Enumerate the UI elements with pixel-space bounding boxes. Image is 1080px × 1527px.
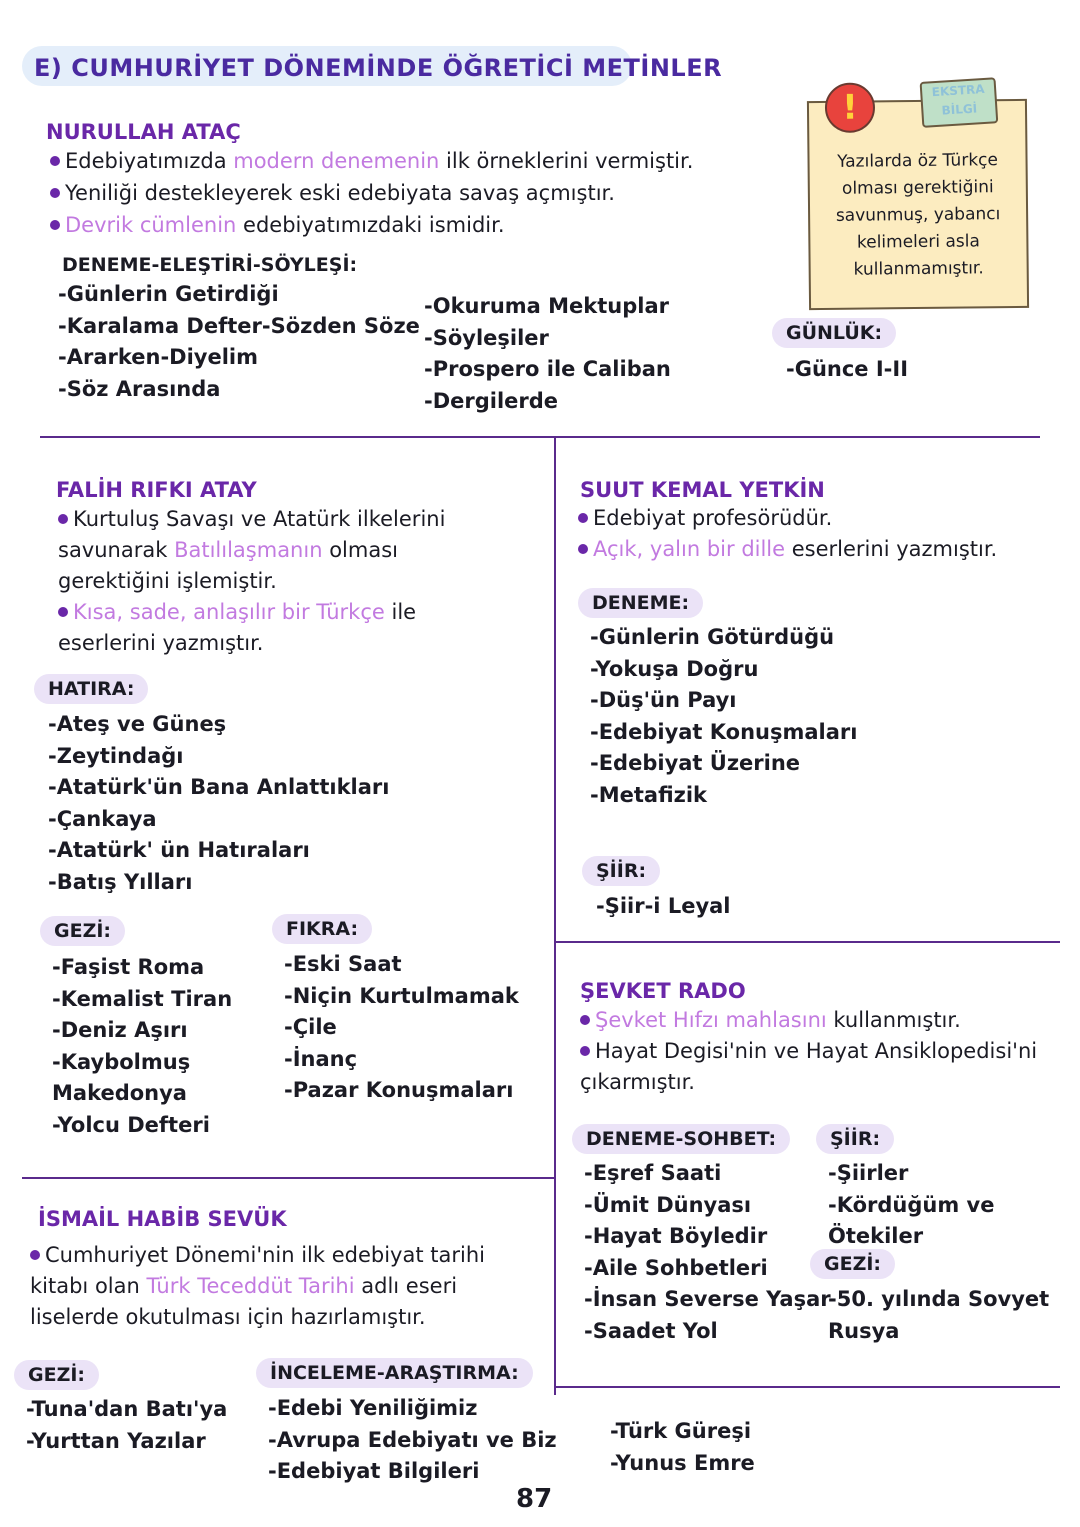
list-item: -Yunus Emre <box>610 1450 755 1475</box>
atac-deneme-list-2 <box>424 291 671 417</box>
atay-gezi-heading: GEZİ: <box>40 916 125 946</box>
list-item: -Edebiyat Konuşmaları <box>590 719 858 744</box>
author-sevket-rado: ŞEVKET RADO <box>580 979 746 1003</box>
list-item: -Ararken-Diyelim <box>58 345 259 369</box>
sevuk-gezi-list <box>26 1394 227 1457</box>
divider-top <box>40 436 1040 438</box>
divider-right-bottom <box>556 1386 1060 1388</box>
rado-deneme-heading: DENEME-SOHBET: <box>572 1124 790 1154</box>
rado-gezi-list <box>828 1284 1049 1347</box>
list-item: -Edebi Yeniliğimiz <box>268 1396 478 1420</box>
atac-gunluk-heading: GÜNLÜK: <box>772 318 896 348</box>
list-item: Rusya <box>828 1318 900 1343</box>
rado-bullet-2: Hayat Degisi'nin ve Hayat Ansiklopedisi'ni çıkarmıştır. <box>580 1039 1038 1094</box>
yetkin-deneme-list <box>590 622 857 811</box>
author-ismail-habib-sevuk: İSMAİL HABİB SEVÜK <box>38 1207 287 1231</box>
list-item: -Tuna'dan Batı'ya <box>26 1397 228 1421</box>
yetkin-deneme-heading: DENEME: <box>578 588 703 618</box>
list-item: -Hayat Böyledir <box>584 1224 768 1248</box>
atay-gezi-heading-pill <box>40 916 125 946</box>
atay-fikra-heading: FIKRA: <box>272 914 372 944</box>
yetkin-siir-heading-pill <box>582 856 660 886</box>
list-item: -Deniz Aşırı <box>52 1018 188 1042</box>
list-item: -50. yılında Sovyet <box>828 1287 1050 1311</box>
list-item: -Niçin Kurtulmamak <box>284 983 519 1008</box>
list-item: -Pazar Konuşmaları <box>284 1078 514 1102</box>
bullet-icon <box>578 513 588 523</box>
bullet-icon <box>50 156 60 166</box>
list-item: -Yolcu Defteri <box>52 1112 210 1137</box>
list-item: -İnanç <box>284 1046 358 1071</box>
bullet-icon <box>578 544 588 554</box>
sevuk-bullet-1: Cumhuriyet Dönemi'nin ilk edebiyat tarihi kitabı olan Türk Teceddüt Tarihi adlı eseri liselerde okutulması için hazırlamıştır. <box>30 1243 485 1329</box>
sevuk-gezi-heading: GEZİ: <box>14 1360 99 1390</box>
list-item: -Faşist Roma <box>52 955 205 979</box>
list-item: -Ümit Dünyası <box>584 1192 752 1217</box>
atay-bullet-1: Kurtuluş Savaşı ve Atatürk ilkelerini savunarak Batılılaşmanın olması gerektiğini işlemiştir. <box>58 507 446 593</box>
divider-right-middle <box>556 941 1060 943</box>
rado-extra-list <box>610 1416 755 1479</box>
list-item: -Saadet Yol <box>584 1318 718 1343</box>
atay-gezi-list <box>52 952 232 1141</box>
list-item: -Şiirler <box>828 1161 909 1185</box>
list-item: Ötekiler <box>828 1224 924 1248</box>
list-item: -Şiir-i Leyal <box>596 894 731 918</box>
list-item: -Okuruma Mektuplar <box>424 294 670 318</box>
atac-deneme-heading: DENEME-ELEŞTİRİ-SÖYLEŞİ: <box>62 254 358 276</box>
bullet-icon <box>30 1250 40 1260</box>
page-title: E) CUMHURİYET DÖNEMİNDE ÖĞRETİCİ METİNLER <box>34 54 723 82</box>
sevuk-inceleme-heading-pill <box>256 1358 533 1388</box>
author-suut-kemal-yetkin: SUUT KEMAL YETKİN <box>580 478 825 502</box>
rado-siir-heading: ŞİİR: <box>816 1124 894 1154</box>
list-item: -Eşref Saati <box>584 1161 722 1185</box>
list-item: -Atatürk' ün Hatıraları <box>48 838 310 862</box>
list-item: -Günlerin Getirdiği <box>58 282 279 306</box>
bullet-icon <box>50 188 60 198</box>
extra-info-note <box>807 81 1029 310</box>
atay-hatira-heading: HATIRA: <box>34 674 148 704</box>
atac-bullet-3: Devrik cümlenin edebiyatımızdaki ismidir. <box>50 210 505 241</box>
yetkin-siir-heading: ŞİİR: <box>582 856 660 886</box>
note-text: Yazılarda öz Türkçe olması gerektiğini savunmuş, yabancı kelimeleri asla kullanmamıştır. <box>835 150 1001 280</box>
list-item: -Düş'ün Payı <box>590 688 737 712</box>
bullet-icon <box>58 514 68 524</box>
list-item: -Çankaya <box>48 806 157 831</box>
list-item: -Türk Güreşi <box>610 1419 752 1443</box>
list-item: -Söz Arasında <box>58 376 221 401</box>
rado-gezi-heading-pill <box>810 1249 895 1279</box>
author-nurullah-atac: NURULLAH ATAÇ <box>46 120 241 144</box>
list-item: Makedonya <box>52 1081 187 1105</box>
yetkin-bullet-2: Açık, yalın bir dille eserlerini yazmıştır. <box>578 534 997 565</box>
rado-bullet-1: Şevket Hıfzı mahlasını kullanmıştır. <box>580 1005 961 1036</box>
sevuk-inceleme-list <box>268 1393 557 1488</box>
list-item: -Yokuşa Doğru <box>590 656 759 681</box>
atay-hatira-list <box>48 709 389 898</box>
list-item: -Aile Sohbetleri <box>584 1255 768 1280</box>
list-item: -Eski Saat <box>284 952 402 976</box>
atay-fikra-heading-pill <box>272 914 372 944</box>
list-item: -Metafizik <box>590 782 708 807</box>
page-number: 87 <box>516 1484 553 1514</box>
atac-deneme-list-1 <box>58 279 420 405</box>
rado-siir-heading-pill <box>816 1124 894 1154</box>
yetkin-siir-list <box>596 891 731 923</box>
list-item: -Prospero ile Caliban <box>424 357 671 381</box>
yetkin-bullet-1: Edebiyat profesörüdür. <box>578 503 832 534</box>
atac-gunluk-list <box>786 354 908 386</box>
rado-deneme-list <box>584 1158 831 1347</box>
atay-fikra-list <box>284 949 519 1107</box>
extra-info-badge: EKSTRA BİLGİ <box>920 77 999 128</box>
list-item: -Yurttan Yazılar <box>26 1428 206 1453</box>
list-item: -Edebiyat Bilgileri <box>268 1459 480 1483</box>
divider-left-bottom <box>22 1177 555 1179</box>
rado-deneme-heading-pill <box>572 1124 790 1154</box>
list-item: -Günce I-II <box>786 357 909 381</box>
atac-bullet-2: Yeniliği destekleyerek eski edebiyata savaş açmıştır. <box>50 178 615 209</box>
list-item: -Kaybolmuş <box>52 1049 191 1074</box>
list-item: -Kemalist Tiran <box>52 986 233 1011</box>
list-item: -Söyleşiler <box>424 325 549 350</box>
list-item: -Dergilerde <box>424 388 559 413</box>
atac-gunluk-heading-pill <box>772 318 896 348</box>
list-item: -Karalama Defter-Sözden Söze <box>58 313 420 338</box>
list-item: -Atatürk'ün Bana Anlattıkları <box>48 775 390 799</box>
warning-icon: ! <box>825 82 876 133</box>
list-item: -Günlerin Götürdüğü <box>590 625 835 649</box>
divider-vertical <box>554 437 556 1395</box>
list-item: -Zeytindağı <box>48 743 184 768</box>
atac-bullet-1: Edebiyatımızda modern denemenin ilk örneklerini vermiştir. <box>50 146 693 177</box>
author-falih-rifki-atay: FALİH RIFKI ATAY <box>56 478 257 502</box>
list-item: -Batış Yılları <box>48 869 193 894</box>
bullet-icon <box>50 220 60 230</box>
bullet-icon <box>580 1015 590 1025</box>
list-item: -İnsan Severse Yaşar <box>584 1287 831 1311</box>
atay-hatira-heading-pill <box>34 674 148 704</box>
bullet-icon <box>58 607 68 617</box>
list-item: -Edebiyat Üzerine <box>590 751 801 775</box>
atay-bullet-2: Kısa, sade, anlaşılır bir Türkçe ile eserlerini yazmıştır. <box>58 600 417 655</box>
yetkin-deneme-heading-pill <box>578 588 703 618</box>
list-item: -Çile <box>284 1015 337 1039</box>
list-item: -Avrupa Edebiyatı ve Biz <box>268 1427 557 1452</box>
bullet-icon <box>580 1046 590 1056</box>
list-item: -Ateş ve Güneş <box>48 712 227 736</box>
list-item: -Kördüğüm ve <box>828 1192 995 1217</box>
sevuk-gezi-heading-pill <box>14 1360 99 1390</box>
rado-gezi-heading: GEZİ: <box>810 1249 895 1279</box>
sevuk-inceleme-heading: İNCELEME-ARAŞTIRMA: <box>256 1358 533 1388</box>
rado-siir-list <box>828 1158 995 1253</box>
